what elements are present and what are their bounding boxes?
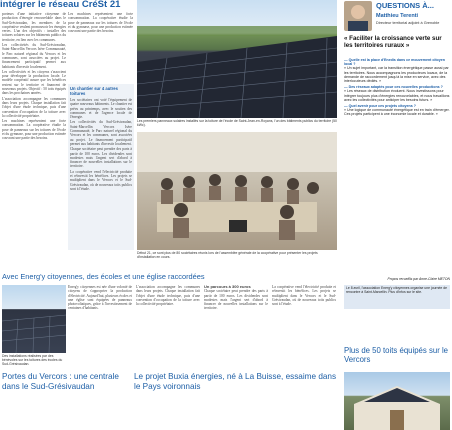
- interview-credit: Propos recueillis par Anne-Claire METON: [387, 277, 450, 281]
- interview-column: [340, 0, 452, 348]
- right-headline: Plus de 50 toits équipés sur le Vercors: [344, 346, 449, 364]
- solar-roof-photo: [137, 0, 337, 118]
- school-roof-photo: [2, 285, 66, 353]
- body-column-4: [272, 285, 336, 367]
- body-column-1-text: Energ'y citoyennes est née d'une volonté de citoyens de s'approprier la production d'électricité. Aujourd'hui, plusieurs écoles et une église sont équipées de panneaux photovoltaïques, grâce à l'investissement de centaines d'habitants.: [68, 285, 132, 311]
- body-column-3-heading: Un parcours à 300 euros: [204, 285, 251, 289]
- body-column-2: [136, 285, 200, 367]
- mid-box-text: [70, 98, 132, 248]
- interviewee-name: Matthieu Terenti: [376, 13, 419, 19]
- body-column-3-text: Chaque sociétaire peut prendre des parts à partir de 100 euros. Les dividendes sont modestes mais l'argent sert d'abord à financer de nouvelles installations sur le territoire.: [204, 289, 268, 311]
- mid-paragraph-1: Les machines représentent une forte consommation. La coopérative étudie la pose de panneaux sur les toitures de l'école et du gymnase, pour une production estimée couvrant une partie des besoins.: [68, 12, 133, 34]
- person-icon: [344, 1, 372, 31]
- interview-note: Le 8 avril, l'association Energ'y citoyennes organise une journée de rencontre à Saint-Marcellin. Plus d'infos sur le site.: [346, 286, 448, 295]
- interview-a1: « Un sujet important, car la transition énergétique passe aussi par les territoires. Nous accompagnons les producteurs locaux, de la demande de raccordement jusqu'à la mise en service, avec des interlocuteurs dédiés. »: [344, 66, 449, 84]
- mid-box: [68, 84, 134, 250]
- body-column-3: [204, 285, 268, 367]
- left-paragraph-4: L'association accompagne les communes dans leurs projets. Chaque installation fait l'objet d'une étude technique, puis d'une convention d'occupation de la toiture avec la collectivité propriétaire.: [2, 96, 66, 118]
- headline-mid: Le projet Buxia énergies, né à La Buisse, essaime dans le Pays voironnais: [134, 372, 337, 391]
- top-title: intégrer le réseau CréSt 21: [0, 0, 121, 10]
- interview-q1: — Quelle est la place d'Enedis dans ce mouvement citoyen local ?: [344, 58, 445, 67]
- mid-col-text: [68, 12, 133, 82]
- meeting-graphic: [137, 132, 337, 250]
- interviewee-role: Directeur territorial adjoint à Grenoble: [376, 21, 440, 25]
- interview-q3: — Quel avenir pour ces projets citoyens ?: [344, 104, 416, 109]
- headline-left: Portes du Vercors : une centrale dans le Sud-Grésivaudan: [2, 372, 119, 391]
- photo2-caption: Début 21, ce sont plus de 80 sociétaires réunis lors de l'assemblée générale de la coopérative pour présenter les projets d'installation en cours.: [137, 251, 318, 259]
- body-column-1: [68, 285, 132, 367]
- meeting-photo: [137, 132, 337, 250]
- left-col-text: [2, 12, 66, 250]
- interview-header: QUESTIONS À...: [376, 1, 434, 10]
- interview-q2: — Des réseaux adaptés pour ces nouvelles productions ?: [344, 85, 443, 90]
- vercors-roof-photo: [344, 372, 450, 430]
- photo3-caption: Des installations réalisées par des bénévoles sur les toitures des écoles du Sud-Grésivaudan.: [2, 354, 63, 366]
- mid-box-title: Un chantier sur 4 autres toitures: [70, 86, 118, 96]
- left-paragraph-3: Les collectivités et les citoyens s'associent pour développer la production locale. Le modèle coopératif assure que les bénéfices restent sur le territoire et financent de nouveaux projets. Objectif : 50 toits équipés dans les prochaines années.: [2, 69, 66, 96]
- left-paragraph-1: porteurs d'une initiative citoyenne de production d'énergie renouvelable dans le Sud-Grésivaudan, les membres de la coopérative veulent promouvoir les énergies vertes. L'un des objectifs : installer des toitures solaires sur les bâtiments publics du territoire, en lien avec les communes.: [2, 12, 66, 42]
- interview-note-box: [344, 285, 450, 309]
- interview-body: [344, 58, 450, 276]
- photo1-caption: Les premiers panneaux solaires installés sur la toiture de l'école de Saint-Jean-en-Royans, l'un des bâtiments publics du territoire (50 kWc).: [137, 119, 337, 127]
- interview-a3: « Une logique de communauté énergétique est en train d'émerger. Ces projets participent à une économie locale et durable. »: [344, 108, 450, 117]
- mid-box-paragraph-2: Les collectivités du Sud-Grésivaudan, Saint-Marcellin Vercors Isère Communauté, le Parc naturel régional du Vercors et les communes, sont associées au projet. Le financement participatif permet aux habitants d'investir localement.: [70, 120, 132, 146]
- left-paragraph-2: Les collectivités du Sud-Grésivaudan, Saint-Marcellin Vercors Isère Communauté, le Parc naturel régional du Vercors et les communes, sont associées au projet. Le financement participatif permet aux habitants d'investir localement.: [2, 43, 66, 69]
- interview-a2: « Les réseaux de distribution évoluent. Nous investissons pour intégrer toujours plus d'énergies renouvelables, et nous travaillons avec les collectivités pour anticiper les besoins futurs. »: [344, 89, 450, 102]
- interviewee-portrait: [344, 1, 372, 31]
- body-column-4-text: La coopérative vend l'électricité produite et réinvestit les bénéfices. Les projets se multiplient dans le Vercors et le Sud-Grésivaudan, où de nouveaux toits publics sont à l'étude.: [272, 285, 336, 307]
- body-column-2-text: L'association accompagne les communes dans leurs projets. Chaque installation fait l'objet d'une étude technique, puis d'une convention d'occupation de la toiture avec la collectivité propriétaire.: [136, 285, 200, 307]
- interview-pullquote: « Faciliter la croissance verte sur les territoires ruraux »: [344, 35, 442, 49]
- mid-box-paragraph-4: La coopérative vend l'électricité produite et réinvestit les bénéfices. Les projets se multiplient dans le Vercors et le Sud-Grésivaudan, où de nouveaux toits publics sont à l'étude.: [70, 169, 132, 191]
- vercors-building-graphic: [344, 372, 450, 430]
- mid-box-paragraph-3: Chaque sociétaire peut prendre des parts à partir de 100 euros. Les dividendes sont modestes mais l'argent sert d'abord à financer de nouvelles installations sur le territoire.: [70, 147, 132, 169]
- solar-panel-graphic: [137, 0, 337, 118]
- school-panels-graphic: [2, 285, 66, 353]
- left-paragraph-5: Les machines représentent une forte consommation. La coopérative étudie la pose de panneaux sur les toitures de l'école et du gymnase, pour une production estimée couvrant une partie des besoins.: [2, 119, 66, 141]
- section-title: Avec Energ'y citoyennes, des écoles et une église raccordées: [2, 272, 205, 281]
- mid-box-paragraph-1: Les sociétaires ont voté l'équipement de quatre nouveaux bâtiments. Le chantier est prévu au printemps, avec le soutien des communes et de l'agence locale de l'énergie.: [70, 98, 132, 120]
